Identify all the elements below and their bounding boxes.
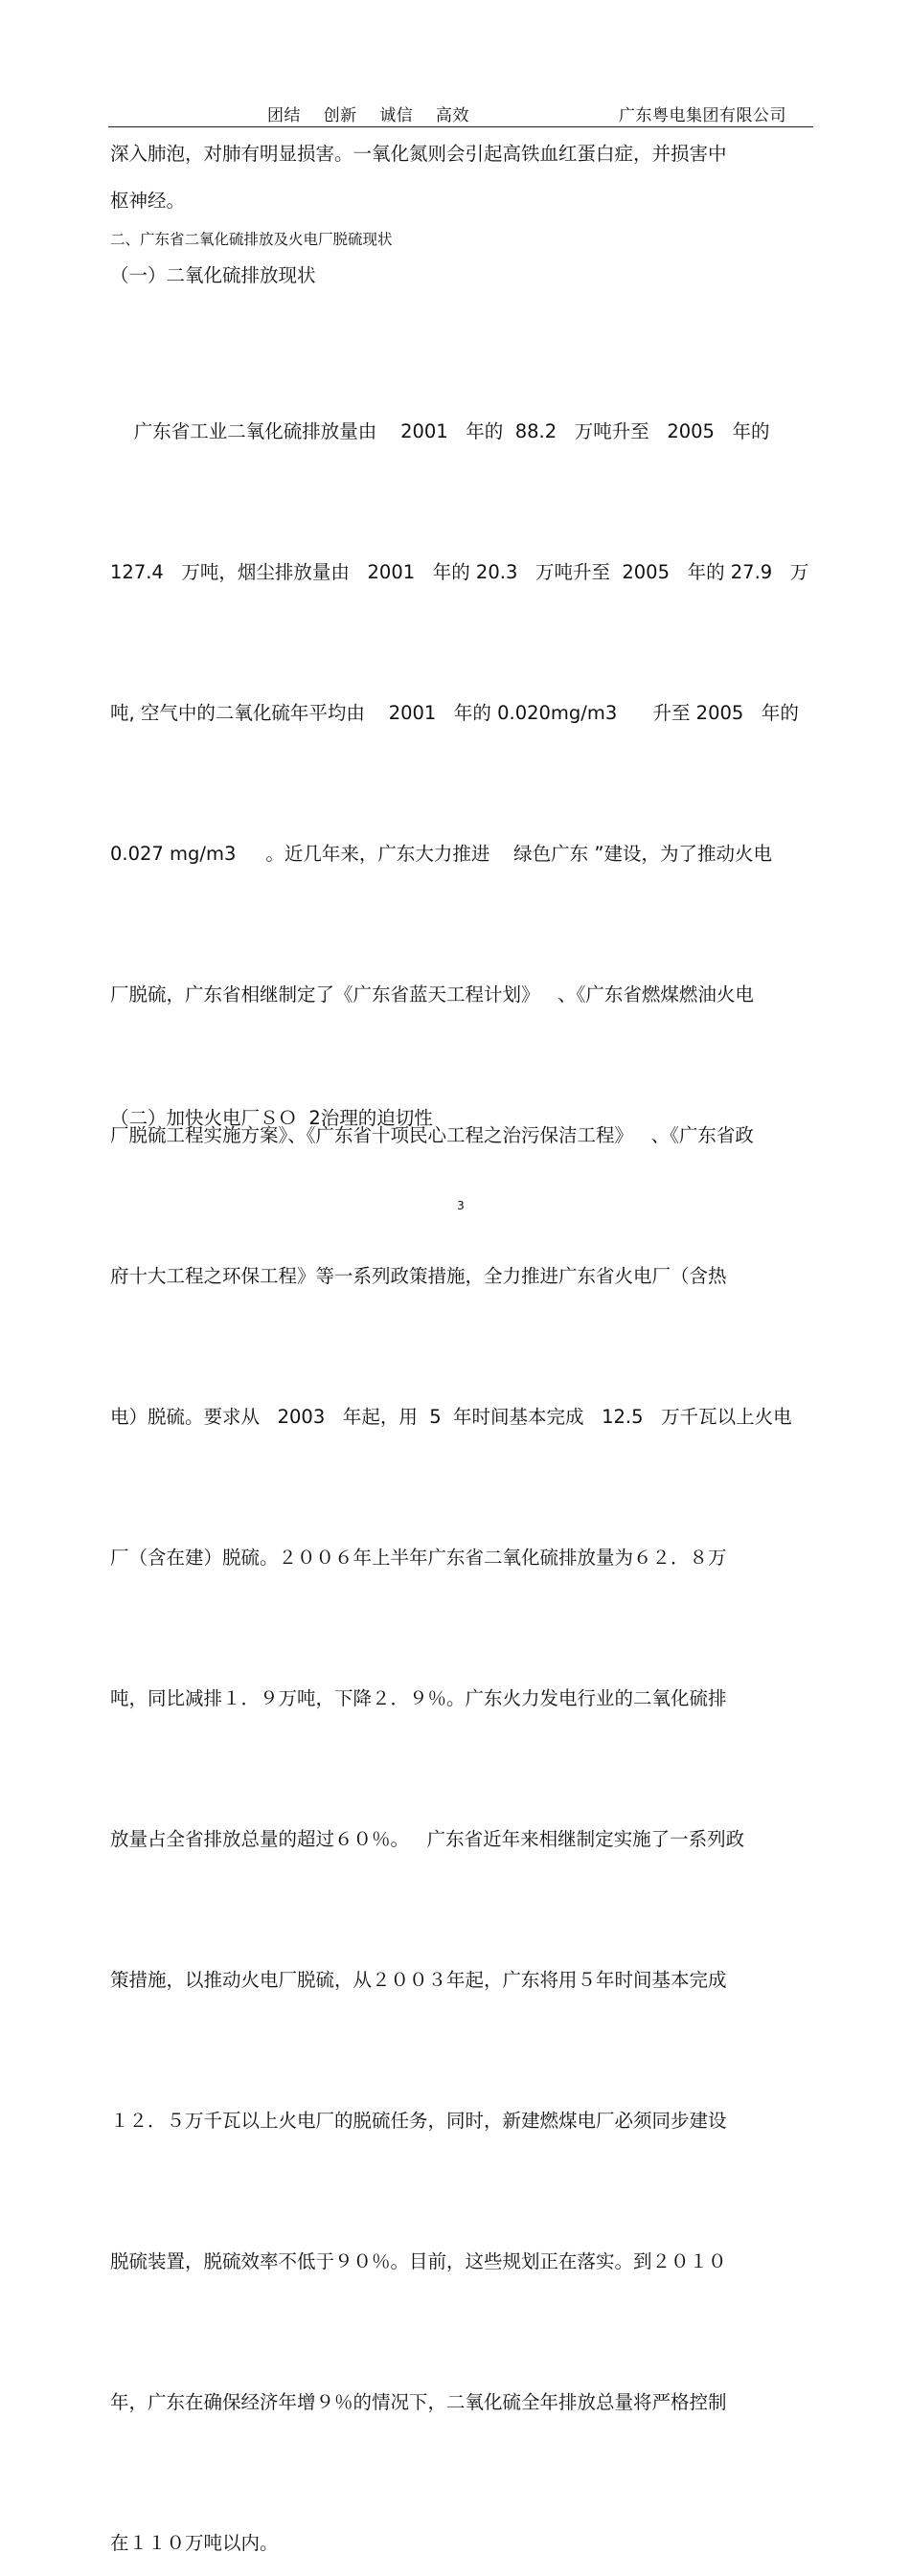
paragraph-line: 脱硫装置，脱硫效率不低于９０％。目前，这些规划正在落实。到２０１０ xyxy=(110,2250,727,2272)
paragraph-line: 电）脱硫。要求从 2003 年起，用 5 年时间基本完成 12.5 万千瓦以上火电 xyxy=(110,1406,792,1428)
paragraph-line: 放量占全省排放总量的超过６０％。 广东省近年来相继制定实施了一系列政 xyxy=(110,1828,745,1850)
subsection-heading-urgency: （二）加快火电厂ＳＯ 2治理的迫切性 xyxy=(110,1107,433,1129)
subsection-heading-emissions: （一）二氧化硫排放现状 xyxy=(110,264,316,286)
emissions-paragraph xyxy=(110,314,814,2576)
page-number: 3 xyxy=(457,1199,465,1212)
header-motto: 团结 创新 诚信 高效 xyxy=(267,106,469,125)
paragraph-line: 广东省工业二氧化硫排放量由 2001 年的 88.2 万吨升至 2005 年的 xyxy=(110,420,770,442)
paragraph-line: １２．５万千瓦以上火电厂的脱硫任务，同时，新建燃煤电厂必须同步建设 xyxy=(110,2110,727,2132)
paragraph-line: 年，广东在确保经济年增９％的情况下，二氧化硫全年排放总量将严格控制 xyxy=(110,2391,727,2413)
section-heading: 二、广东省二氧化硫排放及火电厂脱硫现状 xyxy=(110,231,393,248)
paragraph-line: 厂脱硫，广东省相继制定了《广东省蓝天工程计划》 、《广东省燃煤燃油火电 xyxy=(110,983,754,1006)
paragraph-line: 府十大工程之环保工程》等一系列政策措施，全力推进广东省火电厂（含热 xyxy=(110,1265,727,1287)
continuation-paragraph xyxy=(110,130,814,224)
paragraph-line: 策措施，以推动火电厂脱硫，从２００３年起，广东将用５年时间基本完成 xyxy=(110,1969,727,1991)
paragraph-line: 枢神经。 xyxy=(110,190,186,212)
paragraph-line: 在１１０万吨以内。 xyxy=(110,2532,279,2554)
paragraph-line: 厂（含在建）脱硫。２００６年上半年广东省二氧化硫排放量为６２．８万 xyxy=(110,1547,727,1569)
header-company-name: 广东粤电集团有限公司 xyxy=(619,106,786,125)
page-header xyxy=(108,102,813,127)
paragraph-line: 吨, 空气中的二氧化硫年平均由 2001 年的 0.020mg/m3 升至 2005 年的 xyxy=(110,702,799,724)
paragraph-line: 厂脱硫工程实施方案》、《广东省十项民心工程之治污保洁工程》 、《广东省政 xyxy=(110,1124,754,1146)
paragraph-line: 深入肺泡，对肺有明显损害。一氧化氮则会引起高铁血红蛋白症，并损害中 xyxy=(110,143,727,165)
paragraph-line: 0.027 mg/m3 。近几年来，广东大力推进 绿色广东 ”建设，为了推动火电 xyxy=(110,843,772,865)
paragraph-line: 吨，同比减排１．９万吨，下降２．９％。广东火力发电行业的二氧化硫排 xyxy=(110,1687,727,1709)
paragraph-line: 127.4 万吨，烟尘排放量由 2001 年的 20.3 万吨升至 2005 年的 27.9 万 xyxy=(110,561,809,583)
